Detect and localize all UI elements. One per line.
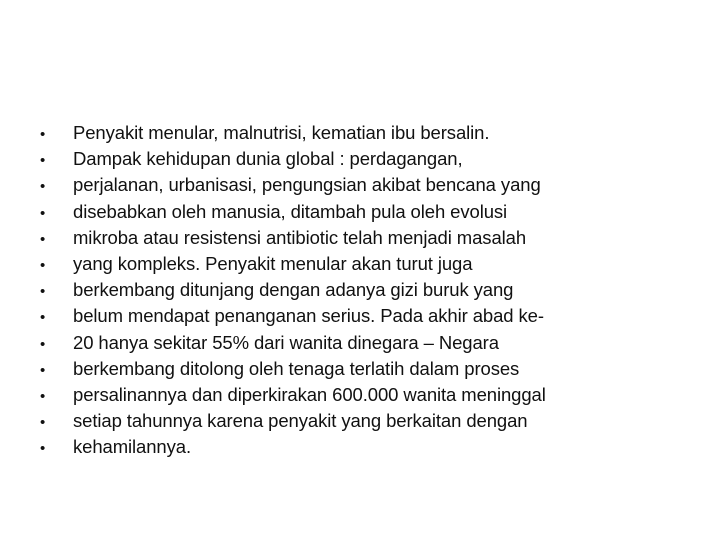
bullet-dot: • <box>40 256 46 274</box>
bullet-text: kehamilannya. <box>73 436 191 458</box>
bullet-text: setiap tahunnya karena penyakit yang berkaitan dengan <box>73 410 528 432</box>
bullet-text: berkembang ditolong oleh tenaga terlatih dalam proses <box>73 357 520 379</box>
bullet-text: 20 hanya sekitar 55% dari wanita dinegara – Negara <box>73 331 499 353</box>
bullet-text: perjalanan, urbanisasi, pengungsian akibat bencana yang <box>73 174 541 196</box>
bullet-dot: • <box>40 230 46 248</box>
bullet-text: Penyakit menular, malnutrisi, kematian ibu bersalin. <box>73 122 490 143</box>
bullet-item <box>40 330 700 356</box>
bullet-item <box>40 408 700 434</box>
bullet-text: Dampak kehidupan dunia global : perdagangan, <box>73 148 463 170</box>
bullet-text: mikroba atau resistensi antibiotic telah menjadi masalah <box>73 226 527 248</box>
bullet-item <box>40 277 700 303</box>
bullet-dot: • <box>40 204 46 222</box>
bullet-text: berkembang ditunjang dengan adanya gizi buruk yang <box>73 279 514 301</box>
bullet-item <box>40 120 700 146</box>
bullet-item <box>40 303 700 329</box>
bullet-dot: • <box>40 387 46 405</box>
bullet-item <box>40 225 700 251</box>
bullet-item <box>40 146 700 172</box>
bullet-item <box>40 356 700 382</box>
bullet-dot: • <box>40 414 46 432</box>
bullet-item <box>40 199 700 225</box>
bullet-dot: • <box>40 283 46 301</box>
bullet-text: persalinannya dan diperkirakan 600.000 wanita meninggal <box>73 383 546 405</box>
bullet-item <box>40 251 700 277</box>
bullet-dot: • <box>40 335 46 353</box>
bullet-item <box>40 434 700 460</box>
bullet-dot: • <box>40 361 46 379</box>
bullet-item <box>40 382 700 408</box>
bullet-dot: • <box>40 309 46 327</box>
bullet-dot: • <box>40 126 46 143</box>
bullet-text: yang kompleks. Penyakit menular akan turut juga <box>73 252 473 274</box>
bullet-dot: • <box>40 152 46 170</box>
bullet-list <box>40 120 700 460</box>
bullet-dot: • <box>40 440 46 458</box>
bullet-item <box>40 172 700 198</box>
bullet-dot: • <box>40 178 46 196</box>
bullet-text: belum mendapat penanganan serius. Pada akhir abad ke- <box>73 305 544 327</box>
bullet-text: disebabkan oleh manusia, ditambah pula oleh evolusi <box>73 200 508 222</box>
